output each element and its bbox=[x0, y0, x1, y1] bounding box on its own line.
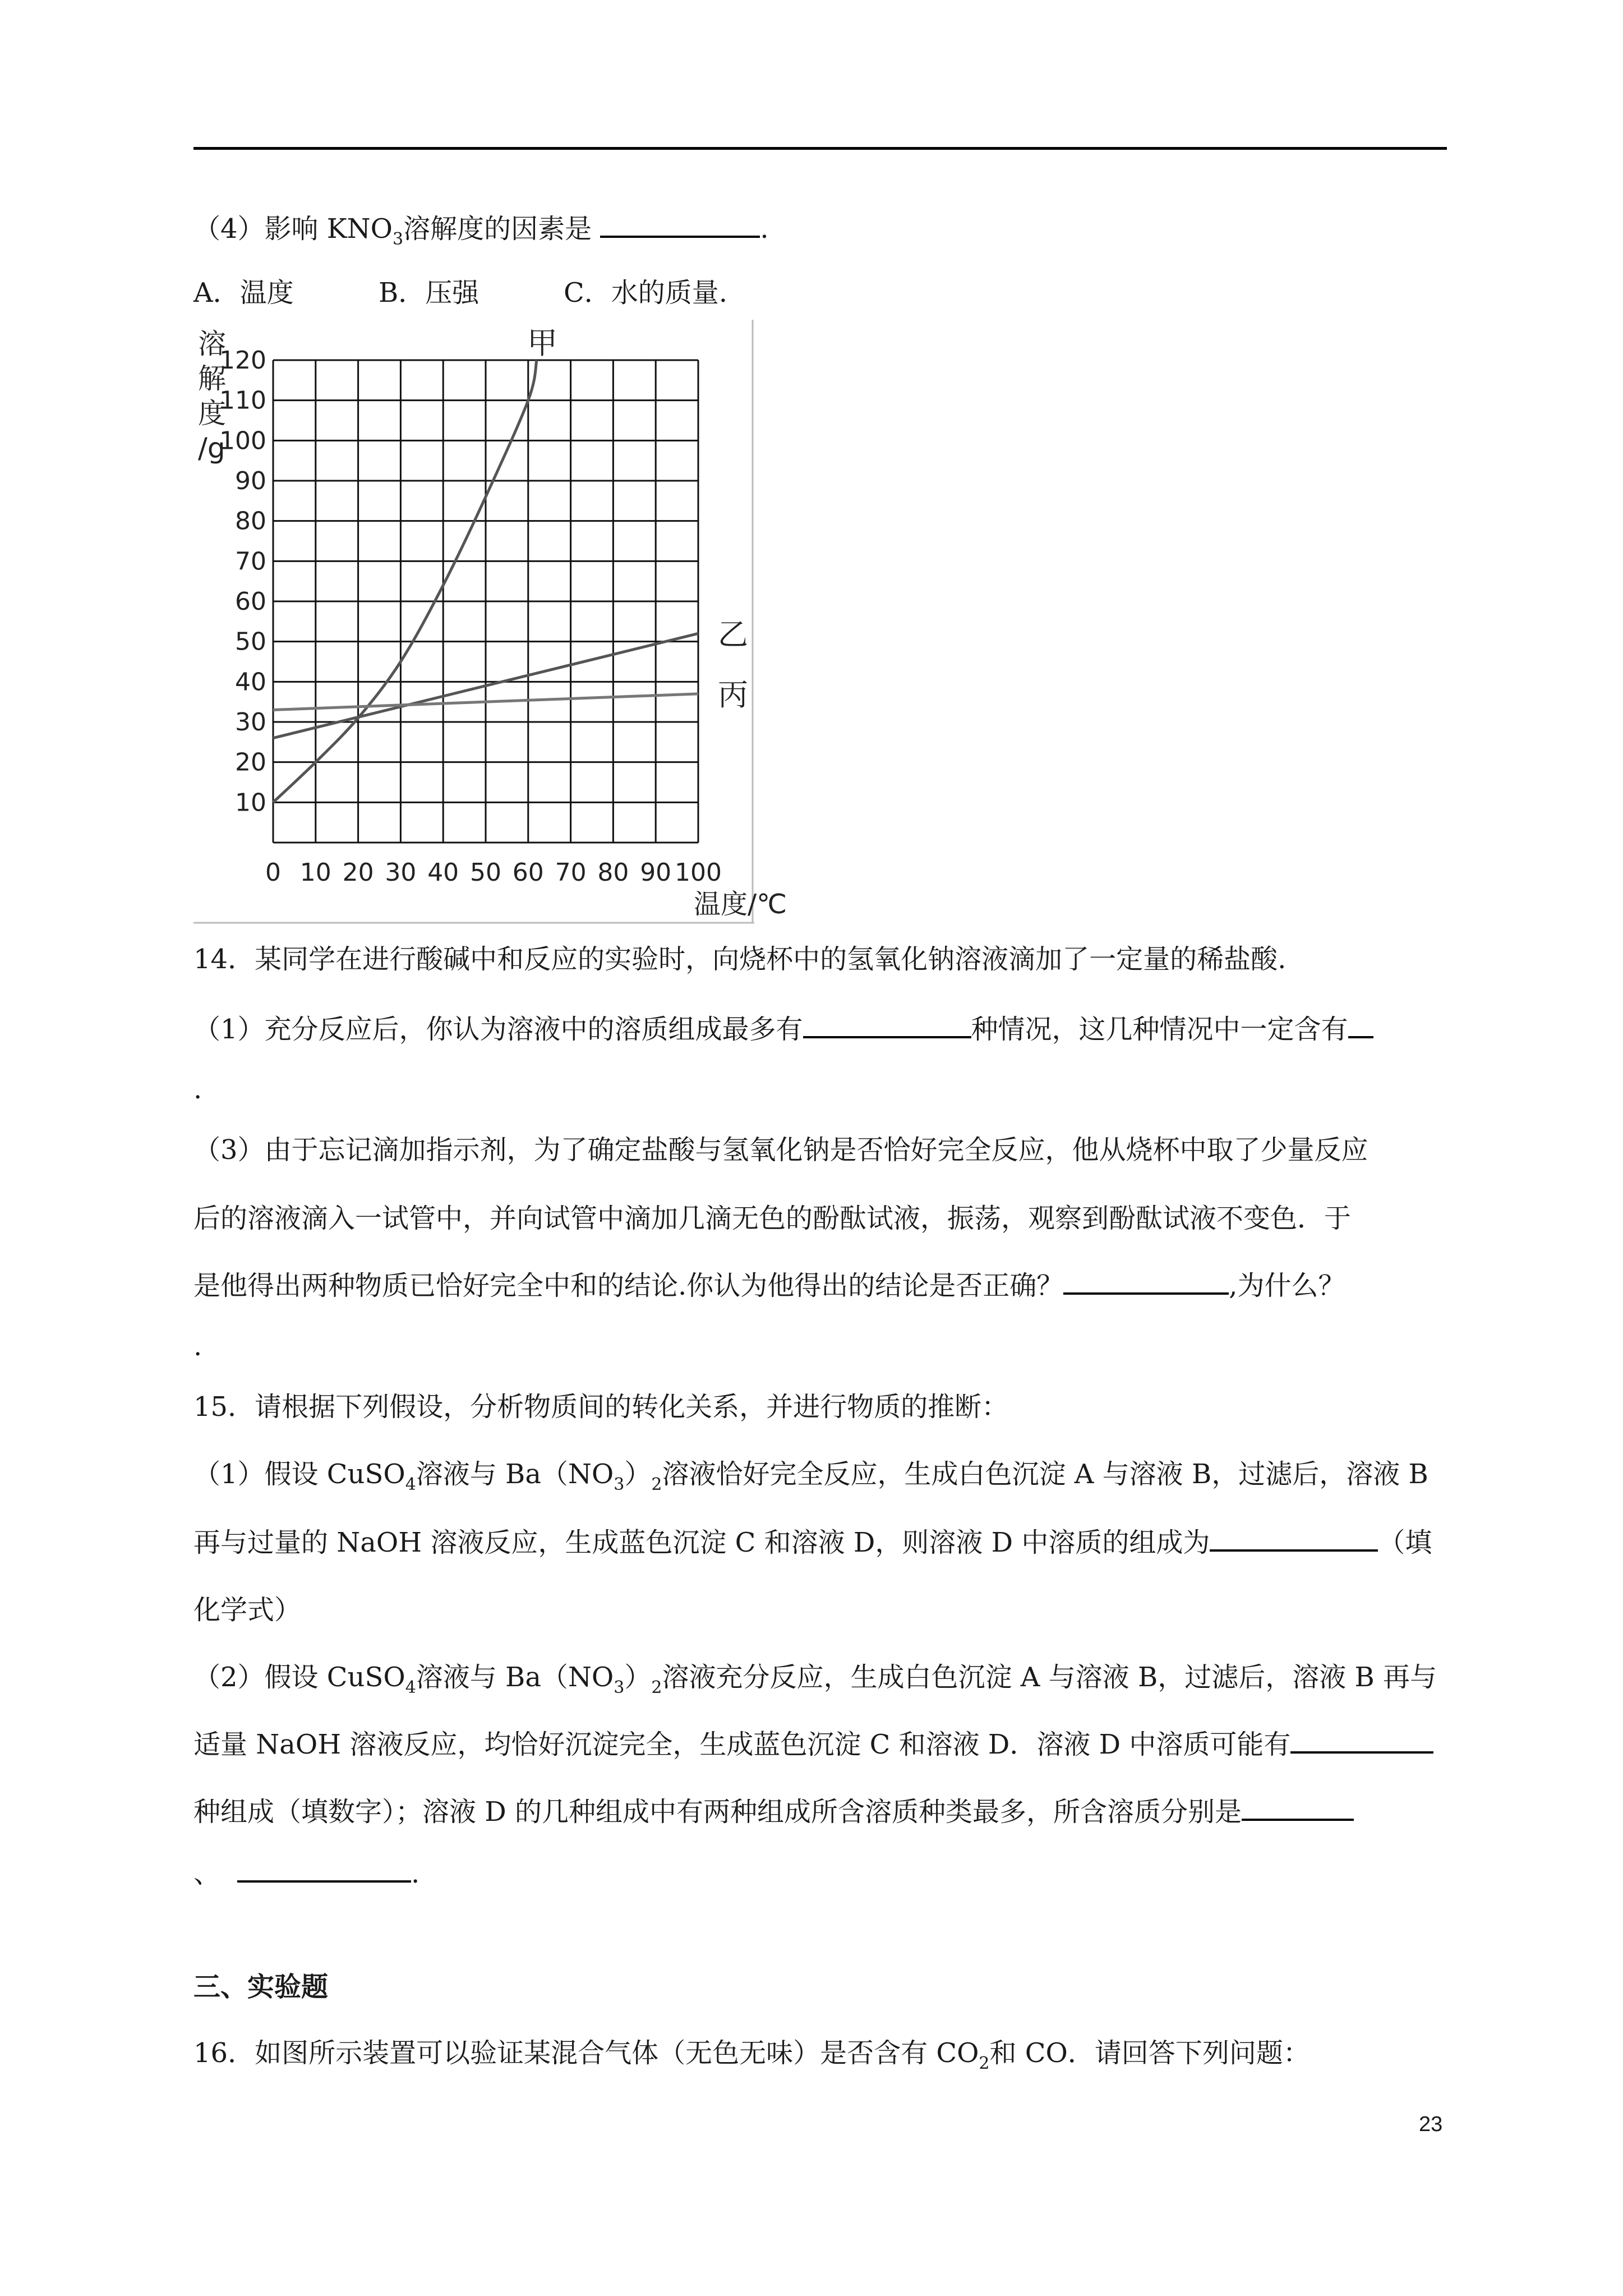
q14-part3-text-2: ,为什么？ bbox=[1229, 1270, 1345, 1301]
q13-part4-text-2: 溶解度的因素是 bbox=[403, 213, 592, 245]
text: ） bbox=[624, 1458, 652, 1490]
q13-part4 bbox=[193, 212, 769, 250]
x-tick-label: 70 bbox=[555, 858, 587, 887]
series-labels bbox=[527, 325, 748, 712]
series-line-1 bbox=[273, 360, 537, 802]
q15-part2-line1 bbox=[193, 1660, 1437, 1698]
y-tick-label: 90 bbox=[235, 467, 266, 495]
solubility-chart bbox=[193, 320, 787, 928]
y-axis-label-char: 解 bbox=[198, 362, 226, 395]
q15-part2-line3 bbox=[193, 1795, 1354, 1829]
header-rule bbox=[193, 147, 1447, 150]
y-axis-label-char: /g bbox=[198, 432, 225, 464]
q15-stem: 15．请根据下列假设，分析物质间的转化关系，并进行物质的推断： bbox=[193, 1391, 1009, 1423]
y-tick-label: 60 bbox=[235, 587, 266, 616]
subscript: 2 bbox=[651, 1678, 662, 1697]
page-number: 23 bbox=[1419, 2113, 1443, 2136]
text: 16．如图所示装置可以验证某混合气体（无色无味）是否含有 CO bbox=[193, 2037, 979, 2069]
text: ） bbox=[624, 1662, 652, 1693]
q15-part1-line2 bbox=[193, 1526, 1432, 1559]
q13-part4-text: （4）影响 KNO bbox=[193, 213, 393, 245]
answer-blank bbox=[237, 1858, 411, 1883]
option-b: B．压强 bbox=[379, 277, 479, 309]
x-tick-label: 50 bbox=[470, 858, 501, 887]
subscript: 4 bbox=[405, 1475, 416, 1494]
text: 溶液与 Ba（NO bbox=[416, 1662, 614, 1693]
text: （2）假设 CuSO bbox=[193, 1662, 405, 1693]
x-tick-label: 0 bbox=[265, 858, 281, 887]
q16-stem bbox=[193, 2036, 1310, 2074]
section-heading: 三、实验题 bbox=[193, 1971, 329, 2003]
chart-grid bbox=[273, 360, 698, 843]
q14-part3-line3 bbox=[193, 1269, 1345, 1303]
y-tick-labels bbox=[219, 346, 266, 817]
y-tick-label: 10 bbox=[235, 788, 266, 817]
series-label: 丙 bbox=[718, 677, 748, 712]
y-axis-label-char: 度 bbox=[198, 397, 226, 430]
text: 再与过量的 NaOH 溶液反应，生成蓝色沉淀 C 和溶液 D，则溶液 D 中溶质的组成为 bbox=[193, 1527, 1210, 1558]
x-tick-label: 30 bbox=[385, 858, 417, 887]
y-axis-label-char: 溶 bbox=[198, 328, 226, 360]
q14-part3-end: . bbox=[193, 1331, 202, 1362]
text: 溶液恰好完全反应，生成白色沉淀 A 与溶液 B，过滤后，溶液 B bbox=[662, 1458, 1428, 1490]
subscript: 3 bbox=[614, 1475, 625, 1494]
subscript: 4 bbox=[405, 1678, 416, 1697]
x-tick-labels bbox=[265, 858, 722, 887]
q14-part1-text: （1）充分反应后，你认为溶液中的溶质组成最多有 bbox=[193, 1014, 803, 1045]
chart-frame-border bbox=[193, 320, 754, 923]
subscript: 2 bbox=[979, 2054, 990, 2073]
text: . bbox=[411, 1858, 420, 1889]
text: 溶液与 Ba（NO bbox=[416, 1458, 614, 1490]
y-tick-label: 80 bbox=[235, 507, 266, 536]
option-c: C．水的质量. bbox=[564, 277, 727, 309]
x-axis-label: 温度/℃ bbox=[694, 889, 787, 920]
y-tick-label: 20 bbox=[235, 748, 266, 777]
x-tick-label: 40 bbox=[427, 858, 459, 887]
q14-part1-text-2: 种情况，这几种情况中一定含有 bbox=[971, 1014, 1348, 1045]
q13-options bbox=[193, 276, 727, 310]
subscript: 3 bbox=[393, 229, 404, 249]
series-label: 乙 bbox=[718, 616, 748, 652]
q15-part1-line3: 化学式） bbox=[193, 1594, 302, 1626]
q14-part1 bbox=[193, 1013, 1373, 1046]
answer-blank bbox=[1242, 1796, 1354, 1821]
subscript: 2 bbox=[651, 1475, 662, 1494]
x-tick-label: 80 bbox=[597, 858, 629, 887]
y-tick-label: 70 bbox=[235, 547, 266, 576]
x-tick-label: 100 bbox=[675, 858, 722, 887]
answer-blank bbox=[1210, 1527, 1378, 1552]
text: 和 CO．请回答下列问题： bbox=[989, 2037, 1310, 2069]
answer-blank bbox=[1063, 1270, 1229, 1295]
series-label: 甲 bbox=[527, 325, 557, 361]
text: （填 bbox=[1378, 1527, 1432, 1558]
x-tick-label: 10 bbox=[299, 858, 331, 887]
text: （1）假设 CuSO bbox=[193, 1458, 405, 1490]
subscript: 3 bbox=[614, 1678, 625, 1697]
q14-stem: 14．某同学在进行酸碱中和反应的实验时，向烧杯中的氢氧化钠溶液滴加了一定量的稀盐酸. bbox=[193, 944, 1287, 975]
q15-part2-line2 bbox=[193, 1728, 1433, 1761]
text: 适量 NaOH 溶液反应，均恰好沉淀完全，生成蓝色沉淀 C 和溶液 D．溶液 D 中溶质可能有 bbox=[193, 1729, 1291, 1760]
q14-part3-line2: 后的溶液滴入一试管中，并向试管中滴加几滴无色的酚酞试液，振荡，观察到酚酞试液不变色．于 bbox=[193, 1203, 1352, 1234]
text: 溶液充分反应，生成白色沉淀 A 与溶液 B，过滤后，溶液 B 再与 bbox=[662, 1662, 1437, 1693]
q14-part3-text: 是他得出两种物质已恰好完全中和的结论.你认为他得出的结论是否正确？ bbox=[193, 1270, 1064, 1301]
text: 、 bbox=[193, 1858, 221, 1889]
text: 种组成（填数字）；溶液 D 的几种组成中有两种组成所含溶质种类最多，所含溶质分别是 bbox=[193, 1796, 1242, 1828]
x-tick-label: 20 bbox=[342, 858, 374, 887]
y-tick-label: 110 bbox=[219, 386, 266, 415]
answer-blank bbox=[1290, 1729, 1433, 1754]
x-tick-label: 60 bbox=[512, 858, 544, 887]
y-tick-label: 120 bbox=[219, 346, 266, 375]
answer-blank bbox=[600, 213, 760, 238]
answer-blank bbox=[1348, 1014, 1373, 1038]
y-tick-label: 50 bbox=[235, 627, 266, 656]
answer-blank bbox=[803, 1014, 971, 1038]
q14-part3-line1: （3）由于忘记滴加指示剂，为了确定盐酸与氢氧化钠是否恰好完全反应，他从烧杯中取了少量反应 bbox=[193, 1134, 1368, 1166]
x-tick-label: 90 bbox=[640, 858, 672, 887]
period: . bbox=[760, 213, 769, 245]
y-tick-label: 100 bbox=[219, 426, 266, 455]
y-tick-label: 40 bbox=[235, 668, 266, 697]
y-tick-label: 30 bbox=[235, 708, 266, 737]
option-a: A．温度 bbox=[193, 277, 294, 309]
q15-part1-line1 bbox=[193, 1457, 1428, 1495]
q14-part1-end: . bbox=[193, 1074, 202, 1105]
q15-part2-line4 bbox=[193, 1857, 419, 1890]
